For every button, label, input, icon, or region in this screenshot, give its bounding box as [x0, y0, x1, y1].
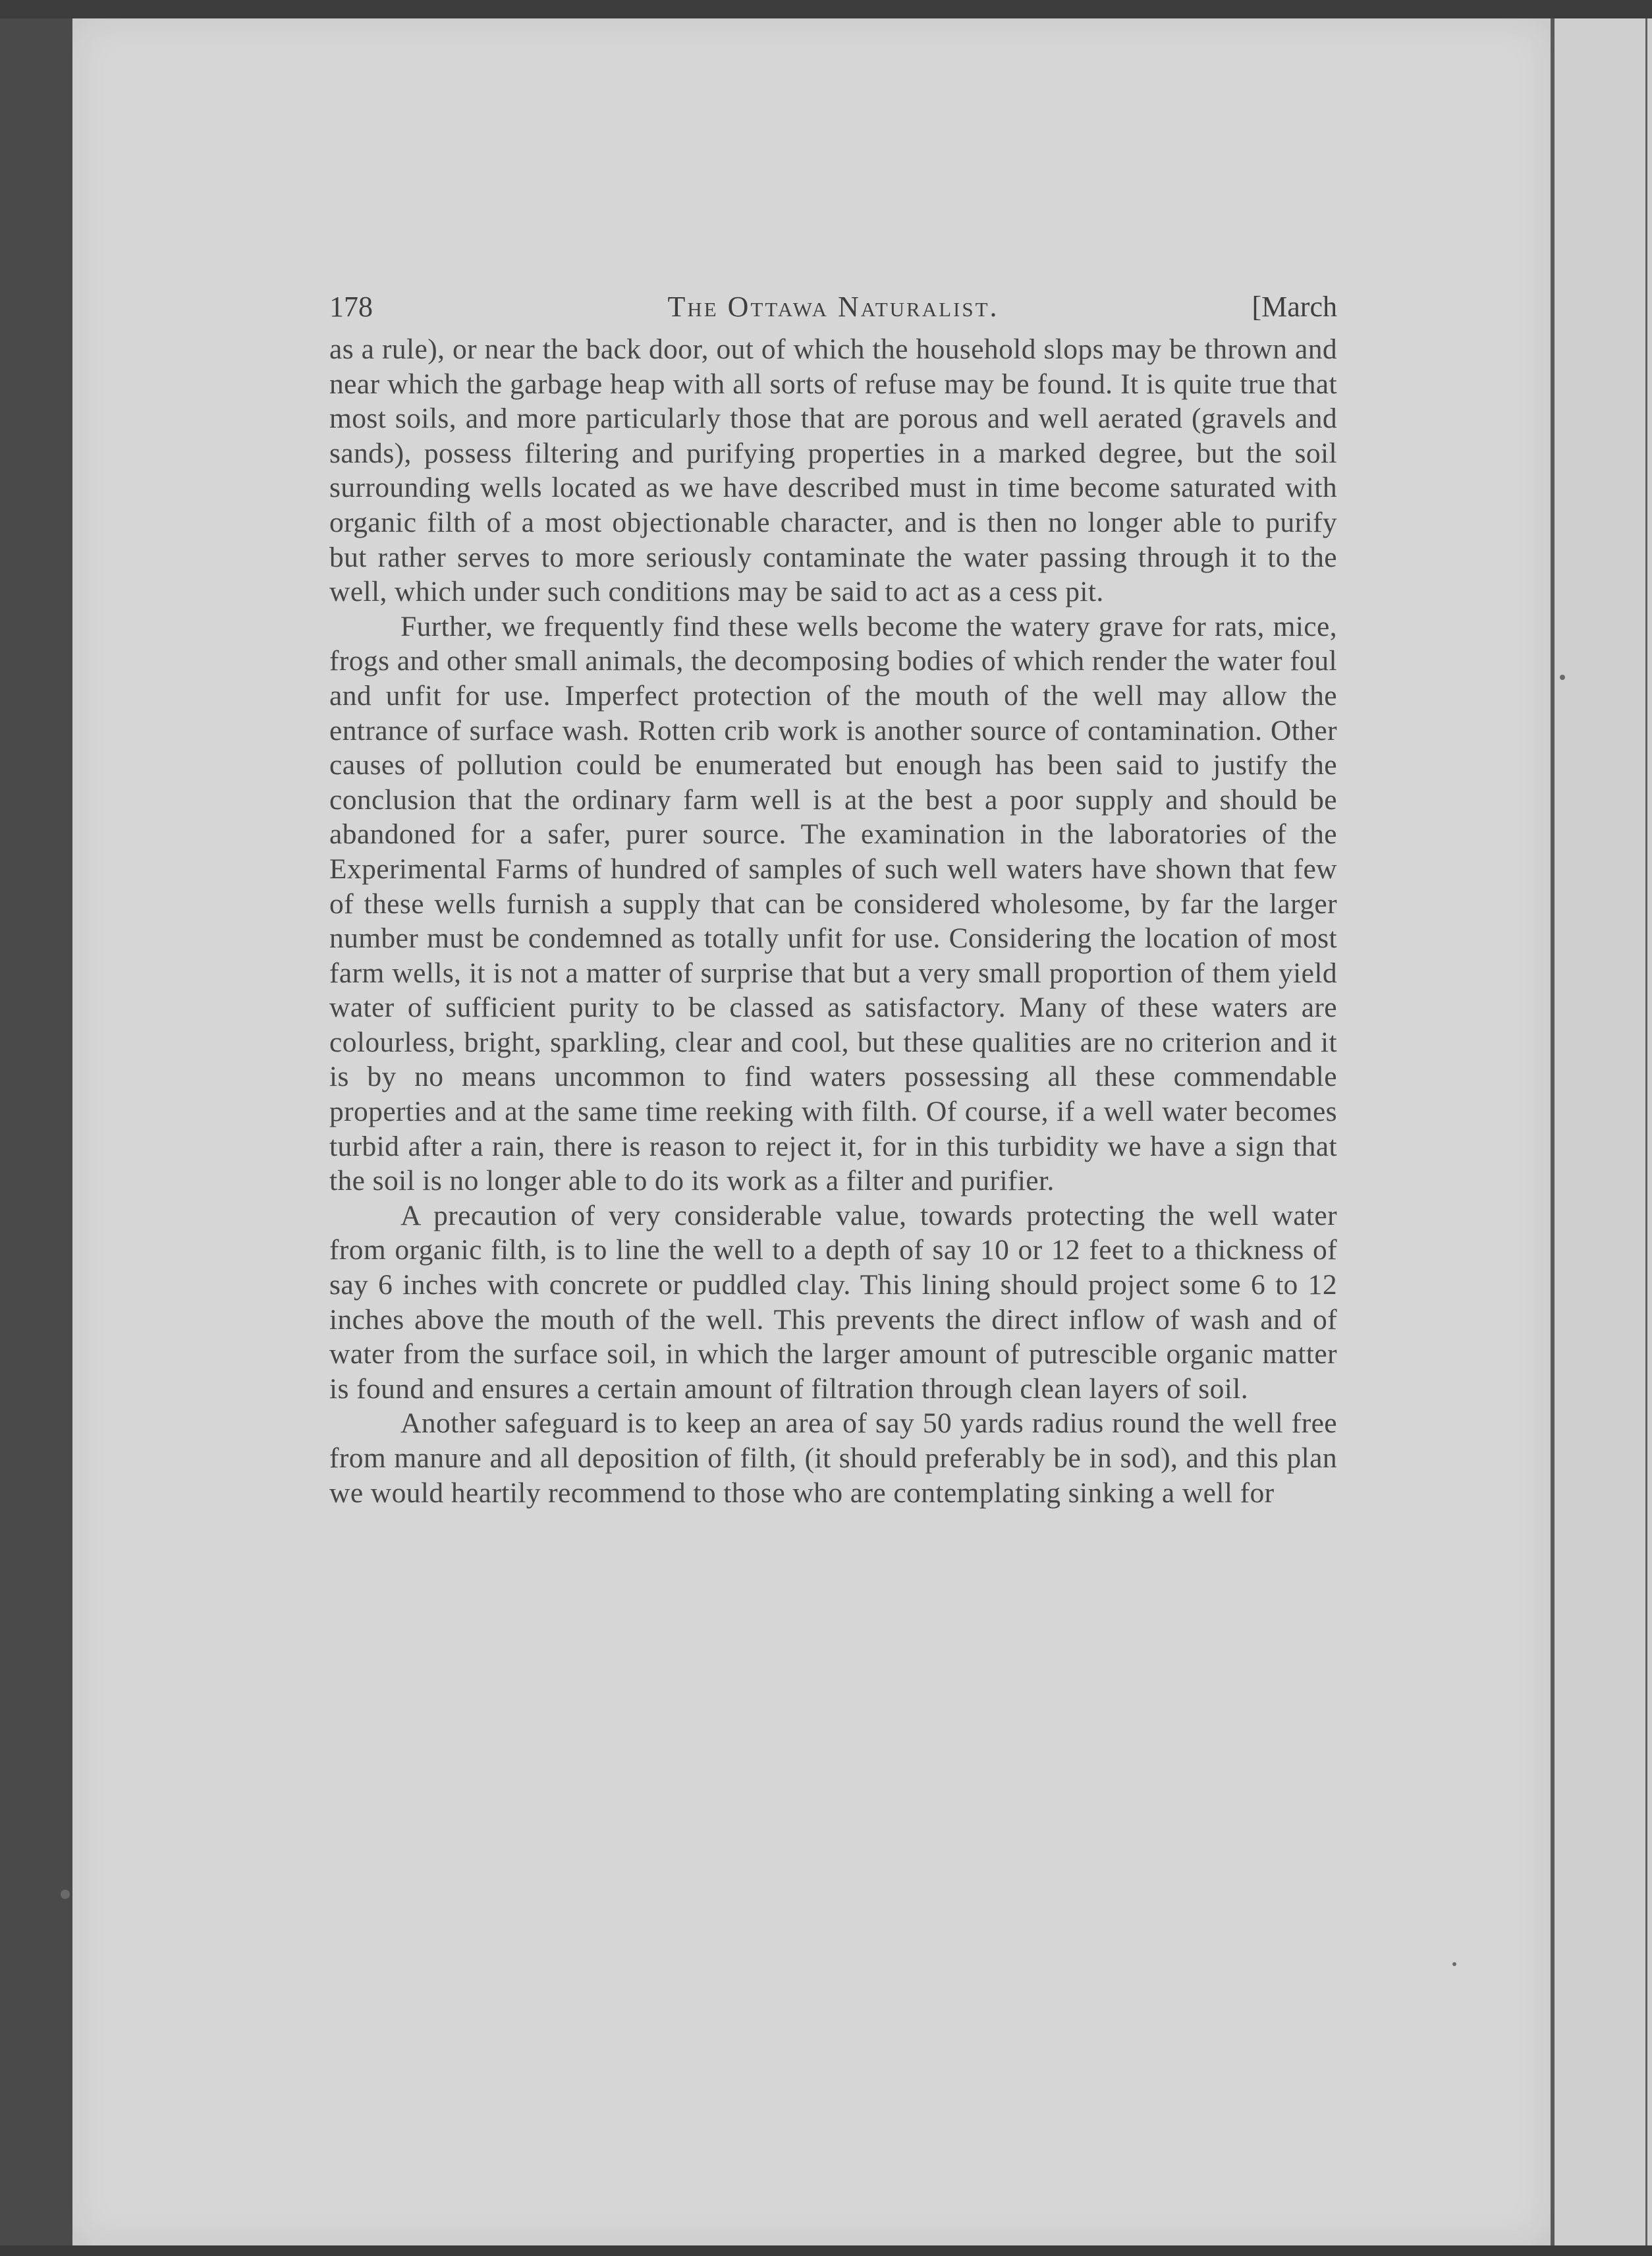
issue-month: [March	[1252, 291, 1337, 323]
page-gutter	[1551, 18, 1555, 2245]
running-head	[329, 290, 1337, 332]
scan-border-top	[0, 0, 1652, 18]
paragraph: Further, we frequently find these wells become the watery grave for rats, mice, frogs and other small animals, the decomposing bodies of which render the water foul and unfit for use. Imperfect protection of the mouth of the well may allow the entrance of surface wash. Rotten crib work is another source of contamination. Other causes of pollution could be enumerated but enough has been said to justify the conclusion that the ordinary farm well is at the best a poor supply and should be abandoned for a safer, purer source. The examination in the laboratories of the Experimental Farms of hundred of samples of such well waters have shown that few of these wells furnish a supply that can be considered wholesome, by far the larger number must be condemned as totally unfit for use. Considering the location of most farm wells, it is not a matter of surprise that but a very small proportion of them yield water of sufficient purity to be classed as satisfactory. Many of these waters are colourless, bright, sparkling, clear and cool, but these qualities are no criterion and it is by no means uncommon to find waters possessing all these commendable properties and at the same time reeking with filth. Of course, if a well water becomes turbid after a rain, there is reason to reject it, for in this turbidity we have a sign that the soil is no longer able to do its work as a filter and purifier.	[329, 610, 1337, 1197]
page-text	[329, 290, 1337, 1510]
paragraph: A precaution of very considerable value, towards protecting the well water from organic filth, is to line the well to a depth of say 10 or 12 feet to a thickness of say 6 inches with concrete or puddled clay. This lining should project some 6 to 12 inches above the mouth of the well. This prevents the direct inflow of wash and of water from the surface soil, in which the larger amount of putrescible organic matter is found and ensures a certain amount of filtration through clean layers of soil.	[329, 1199, 1337, 1405]
journal-title: The Ottawa Naturalist.	[667, 291, 999, 323]
scan-speck	[1560, 675, 1565, 680]
paragraph: as a rule), or near the back door, out of which the household slops may be thrown and near which the garbage heap with all sorts of refuse may be found. It is quite true that most soils, and more particularly those that are porous and well aerated (gravels and sands), possess filtering and purifying properties in a marked degree, but the soil surrounding wells located as we have described must in time become saturated with organic filth of a most objectionable character, and is then no longer able to purify but rather serves to more seriously contaminate the water passing through it to the well, which under such conditions may be said to act as a cess pit.	[329, 333, 1337, 608]
scan-speck	[61, 1890, 70, 1899]
paragraph: Another safeguard is to keep an area of say 50 yards radius round the well free from manure and all deposition of filth, (it should preferably be in sod), and this plan we would heartily recommend to those who are contemplating sinking a well for	[329, 1407, 1337, 1509]
scan-speck	[1452, 1962, 1456, 1966]
facing-page-edge	[1645, 18, 1647, 2245]
body-text	[329, 332, 1337, 1510]
facing-page	[1551, 18, 1652, 2245]
page-number: 178	[329, 291, 373, 323]
scan-border-bottom	[0, 2245, 1652, 2256]
